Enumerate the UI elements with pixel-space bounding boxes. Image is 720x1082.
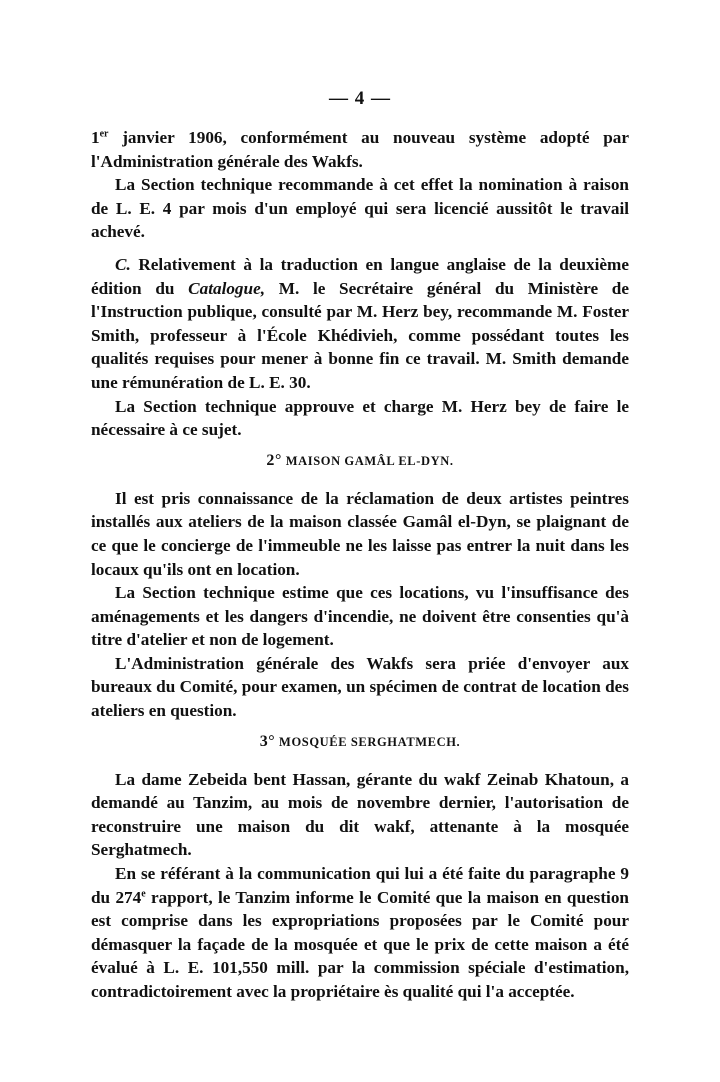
paragraph-nomination: La Section technique recommande à cet effet la nomination à raison de L. E. 4 par mois d'un employé qui sera licencié aussitôt le travail achevé. <box>91 175 629 242</box>
date-ordinal: er <box>99 128 109 140</box>
paragraph-text: Relativement à la traduction en langue anglaise de la deuxième édition du <box>91 254 629 298</box>
paragraph-administration: L'Administration générale des Wakfs sera priée d'envoyer aux bureaux du Comité, pour examen, un spécimen de contrat de location des ateliers en question. <box>91 653 629 721</box>
catalogue-title: Catalogue, <box>188 278 266 298</box>
section-letter: C. <box>115 254 131 274</box>
paragraph-zebeida: La dame Zebeida bent Hassan, gérante du wakf Zeinab Khatoun, a demandé au Tanzim, au mois de novembre dernier, l'autorisation de reconstruire une maison du dit wakf, attenante à la mosquée Serghatmech. <box>91 769 629 860</box>
document-page <box>91 88 629 1004</box>
paragraph-tanzim <box>91 862 629 1004</box>
paragraph-text: En se référant à la communication qui lui a été faite du paragraphe 9 du 274 <box>91 864 629 907</box>
section-title: MOSQUÉE SERGHATMECH. <box>279 734 461 749</box>
section-heading-gamal-el-dyn <box>91 449 629 473</box>
date-day: 1 <box>91 128 100 147</box>
paragraph-text: janvier 1906, conformément au nouveau système adopté par l'Administration générale des Wakfs. <box>91 128 629 171</box>
paragraph-text: rapport, le Tanzim informe le Comité que la maison en question est comprise dans les expropriations proposées par le Comité pour démasquer la façade de la mosquée et que le prix de cette maison a été évalué à L. E. 101,550 mill. par la commission spéciale d'estimation, contradictoirement avec la propriétaire ès qualité qui l'a acceptée. <box>91 887 629 1001</box>
paragraph-locations: La Section technique estime que ces locations, vu l'insuffisance des aménagements et les dangers d'incendie, ne doivent être consenties qu'à titre d'atelier et non de logement. <box>91 583 629 650</box>
report-ordinal: e <box>141 887 146 899</box>
paragraph-translation <box>91 253 629 395</box>
paragraph-reclamation: Il est pris connaissance de la réclamation de deux artistes peintres installés aux ateliers de la maison classée Gamâl el-Dyn, se plaignant de ce que le concierge de l'immeuble ne les laisse pas entrer la nuit dans les locaux qu'ils ont en location. <box>91 488 629 579</box>
section-number: 3° <box>259 732 276 750</box>
paragraph-text: M. le Secrétaire général du Ministère de l'Instruction publique, consulté par M. Herz bey, recommande M. Foster Smith, professeur à l'École Khédivieh, comme possédant toutes les qualités requises pour mener à bonne fin ce travail. M. Smith demande une rémunération de L. E. 30. <box>91 278 629 392</box>
section-heading-serghatmech <box>91 730 629 754</box>
page-number: — 4 — <box>329 88 391 109</box>
paragraph-approval: La Section technique approuve et charge M. Herz bey de faire le nécessaire à ce sujet. <box>91 396 629 440</box>
paragraph-january-1906 <box>91 126 629 173</box>
section-number: 2° <box>266 451 282 469</box>
section-title: MAISON GAMÂL EL-DYN. <box>285 453 454 468</box>
